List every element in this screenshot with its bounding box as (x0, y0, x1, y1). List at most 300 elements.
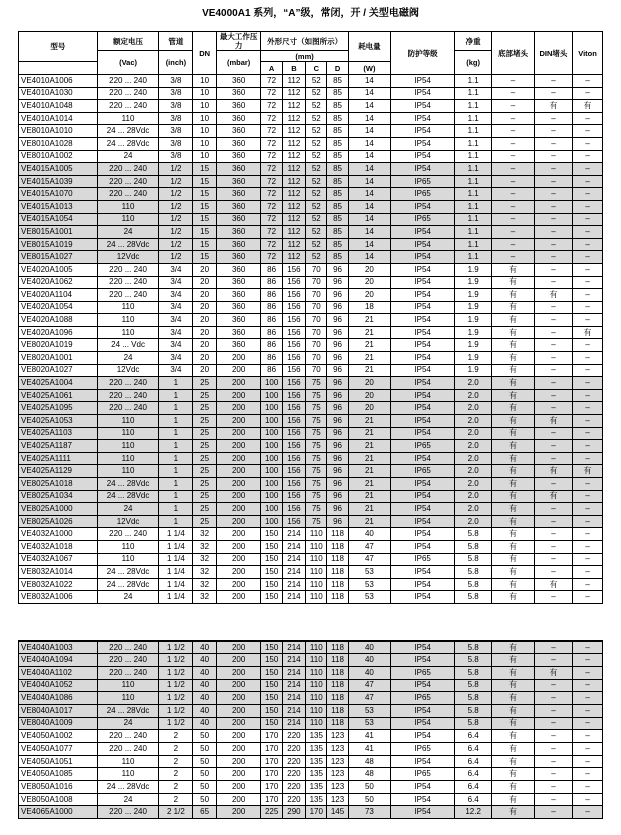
cell-pressure: 200 (216, 352, 261, 365)
cell-dim-a: 100 (261, 440, 282, 453)
cell-dim-b: 112 (282, 188, 305, 201)
cell-dim-d: 123 (327, 781, 348, 794)
cell-dim-a: 72 (261, 100, 282, 113)
cell-pipe: 2 (159, 768, 193, 781)
cell-dim-d: 85 (327, 87, 348, 100)
cell-dn: 15 (193, 163, 216, 176)
cell-weight: 5.8 (455, 540, 492, 553)
cell-dn: 40 (193, 717, 216, 730)
cell-voltage: 220 ... 240 (97, 402, 159, 415)
header-voltage-unit: (Vac) (97, 51, 159, 75)
cell-voltage: 110 (97, 314, 159, 327)
cell-model: VE4025A1095 (19, 402, 98, 415)
cell-viton: – (573, 654, 603, 667)
cell-voltage: 110 (97, 755, 159, 768)
cell-dim-a: 86 (261, 326, 282, 339)
cell-dn: 20 (193, 301, 216, 314)
cell-bottom-plug: 有 (492, 730, 535, 743)
cell-viton: – (573, 528, 603, 541)
cell-weight: 5.8 (455, 704, 492, 717)
cell-bottom-plug: 有 (492, 415, 535, 428)
cell-voltage: 110 (97, 768, 159, 781)
cell-din-plug: – (534, 339, 572, 352)
cell-din-plug: – (534, 263, 572, 276)
cell-model: VE4010A1048 (19, 100, 98, 113)
cell-protection: IP54 (391, 276, 455, 289)
cell-dn: 25 (193, 452, 216, 465)
cell-model: VE4040A1086 (19, 692, 98, 705)
cell-model: VE4025A1053 (19, 415, 98, 428)
cell-dim-b: 214 (282, 704, 305, 717)
cell-bottom-plug: 有 (492, 743, 535, 756)
cell-bottom-plug: – (492, 251, 535, 264)
cell-pressure: 200 (216, 679, 261, 692)
cell-bottom-plug: – (492, 175, 535, 188)
cell-power: 21 (348, 427, 391, 440)
cell-dim-d: 96 (327, 465, 348, 478)
cell-bottom-plug: – (492, 87, 535, 100)
cell-dn: 25 (193, 377, 216, 390)
cell-pipe: 1/2 (159, 213, 193, 226)
cell-pressure: 200 (216, 402, 261, 415)
cell-power: 21 (348, 503, 391, 516)
cell-viton: – (573, 352, 603, 365)
cell-model: VE8040A1009 (19, 717, 98, 730)
table-row (19, 263, 603, 276)
cell-voltage: 24 ... 28Vdc (97, 238, 159, 251)
cell-dim-c: 110 (306, 553, 327, 566)
cell-din-plug: – (534, 503, 572, 516)
cell-dim-b: 112 (282, 163, 305, 176)
cell-dim-b: 156 (282, 415, 305, 428)
cell-voltage: 110 (97, 553, 159, 566)
cell-weight: 1.1 (455, 100, 492, 113)
cell-pressure: 360 (216, 75, 261, 88)
cell-viton: – (573, 87, 603, 100)
cell-voltage: 110 (97, 213, 159, 226)
cell-dim-b: 220 (282, 781, 305, 794)
cell-power: 40 (348, 528, 391, 541)
cell-power: 14 (348, 226, 391, 239)
cell-voltage: 24 (97, 352, 159, 365)
cell-voltage: 12Vdc (97, 515, 159, 528)
cell-weight: 1.9 (455, 364, 492, 377)
cell-viton: – (573, 781, 603, 794)
cell-voltage: 220 ... 240 (97, 389, 159, 402)
cell-dim-c: 75 (306, 377, 327, 390)
cell-weight: 1.1 (455, 188, 492, 201)
cell-viton: – (573, 163, 603, 176)
cell-weight: 5.8 (455, 528, 492, 541)
cell-dim-a: 150 (261, 704, 282, 717)
cell-viton: – (573, 389, 603, 402)
cell-dim-b: 214 (282, 679, 305, 692)
cell-dn: 25 (193, 440, 216, 453)
cell-model: VE4050A1077 (19, 743, 98, 756)
table-row (19, 490, 603, 503)
cell-dim-c: 135 (306, 781, 327, 794)
cell-dim-b: 112 (282, 87, 305, 100)
cell-dim-a: 100 (261, 389, 282, 402)
cell-pipe: 1 (159, 440, 193, 453)
table-row (19, 578, 603, 591)
cell-viton: – (573, 238, 603, 251)
cell-dim-d: 118 (327, 654, 348, 667)
cell-protection: IP54 (391, 452, 455, 465)
cell-voltage: 24 (97, 793, 159, 806)
table-row (19, 692, 603, 705)
cell-din-plug: – (534, 87, 572, 100)
cell-dim-c: 52 (306, 100, 327, 113)
cell-dim-d: 118 (327, 578, 348, 591)
cell-power: 53 (348, 591, 391, 604)
table-row (19, 781, 603, 794)
cell-dn: 40 (193, 679, 216, 692)
cell-dim-c: 70 (306, 352, 327, 365)
cell-protection: IP54 (391, 87, 455, 100)
cell-pressure: 200 (216, 566, 261, 579)
cell-power: 53 (348, 717, 391, 730)
cell-viton: – (573, 515, 603, 528)
cell-pressure: 360 (216, 301, 261, 314)
cell-dim-a: 72 (261, 213, 282, 226)
cell-dim-b: 112 (282, 226, 305, 239)
cell-din-plug: – (534, 528, 572, 541)
cell-dim-b: 156 (282, 339, 305, 352)
table-row (19, 226, 603, 239)
cell-dn: 25 (193, 427, 216, 440)
cell-voltage: 220 ... 240 (97, 654, 159, 667)
cell-din-plug: – (534, 276, 572, 289)
cell-model: VE4050A1085 (19, 768, 98, 781)
cell-dim-c: 70 (306, 364, 327, 377)
table-body-1 (19, 75, 603, 604)
cell-bottom-plug: – (492, 100, 535, 113)
cell-viton: – (573, 75, 603, 88)
cell-dn: 15 (193, 213, 216, 226)
table-row (19, 188, 603, 201)
cell-pipe: 1 (159, 377, 193, 390)
cell-dim-d: 123 (327, 743, 348, 756)
cell-weight: 1.9 (455, 339, 492, 352)
cell-dim-a: 72 (261, 238, 282, 251)
cell-dim-a: 72 (261, 150, 282, 163)
cell-power: 14 (348, 137, 391, 150)
cell-pressure: 360 (216, 339, 261, 352)
cell-dim-a: 150 (261, 528, 282, 541)
cell-voltage: 110 (97, 540, 159, 553)
cell-power: 21 (348, 415, 391, 428)
cell-dim-c: 52 (306, 213, 327, 226)
cell-bottom-plug: – (492, 125, 535, 138)
cell-dn: 25 (193, 402, 216, 415)
cell-model: VE4020A1005 (19, 263, 98, 276)
cell-protection: IP54 (391, 339, 455, 352)
cell-voltage: 24 ... 28Vdc (97, 125, 159, 138)
cell-model: VE4032A1018 (19, 540, 98, 553)
cell-weight: 2.0 (455, 389, 492, 402)
cell-pressure: 360 (216, 200, 261, 213)
cell-model: VE4040A1094 (19, 654, 98, 667)
cell-viton: – (573, 150, 603, 163)
cell-dim-b: 156 (282, 440, 305, 453)
cell-protection: IP54 (391, 314, 455, 327)
cell-din-plug: – (534, 213, 572, 226)
cell-protection: IP54 (391, 578, 455, 591)
header-bottom-plug: 底部堵头 (492, 32, 535, 75)
cell-dim-b: 112 (282, 200, 305, 213)
cell-bottom-plug: 有 (492, 301, 535, 314)
cell-dim-b: 112 (282, 150, 305, 163)
cell-dim-d: 96 (327, 364, 348, 377)
cell-din-plug: – (534, 251, 572, 264)
cell-din-plug: – (534, 793, 572, 806)
cell-bottom-plug: – (492, 200, 535, 213)
cell-dim-d: 85 (327, 226, 348, 239)
cell-dim-c: 75 (306, 427, 327, 440)
cell-power: 21 (348, 440, 391, 453)
table-row (19, 100, 603, 113)
cell-weight: 2.0 (455, 465, 492, 478)
cell-pipe: 1 1/2 (159, 641, 193, 654)
cell-pipe: 3/4 (159, 301, 193, 314)
cell-dim-b: 156 (282, 515, 305, 528)
cell-din-plug: 有 (534, 415, 572, 428)
cell-dn: 10 (193, 137, 216, 150)
table-row (19, 163, 603, 176)
cell-pressure: 360 (216, 137, 261, 150)
cell-dim-a: 170 (261, 755, 282, 768)
cell-pipe: 1 1/2 (159, 704, 193, 717)
cell-dim-b: 156 (282, 503, 305, 516)
cell-dim-d: 123 (327, 755, 348, 768)
cell-din-plug: – (534, 75, 572, 88)
cell-power: 21 (348, 364, 391, 377)
cell-model: VE4050A1002 (19, 730, 98, 743)
cell-voltage: 110 (97, 465, 159, 478)
cell-pressure: 360 (216, 188, 261, 201)
cell-din-plug: 有 (534, 465, 572, 478)
cell-dim-c: 135 (306, 793, 327, 806)
cell-power: 53 (348, 578, 391, 591)
cell-dn: 15 (193, 200, 216, 213)
cell-dim-a: 170 (261, 768, 282, 781)
cell-protection: IP54 (391, 793, 455, 806)
cell-pipe: 3/8 (159, 150, 193, 163)
cell-dim-c: 110 (306, 578, 327, 591)
cell-protection: IP54 (391, 301, 455, 314)
cell-dim-d: 96 (327, 276, 348, 289)
cell-model: VE4050A1051 (19, 755, 98, 768)
cell-dim-a: 100 (261, 427, 282, 440)
cell-dim-d: 118 (327, 679, 348, 692)
cell-model: VE4020A1088 (19, 314, 98, 327)
cell-dim-a: 72 (261, 200, 282, 213)
cell-din-plug: – (534, 125, 572, 138)
cell-dim-c: 110 (306, 540, 327, 553)
cell-din-plug: 有 (534, 490, 572, 503)
cell-viton: – (573, 730, 603, 743)
cell-bottom-plug: 有 (492, 553, 535, 566)
cell-pressure: 200 (216, 704, 261, 717)
cell-weight: 5.8 (455, 641, 492, 654)
cell-protection: IP65 (391, 465, 455, 478)
cell-weight: 1.1 (455, 87, 492, 100)
cell-bottom-plug: 有 (492, 692, 535, 705)
cell-dim-d: 85 (327, 100, 348, 113)
cell-pressure: 200 (216, 490, 261, 503)
cell-dn: 50 (193, 793, 216, 806)
cell-dim-d: 118 (327, 591, 348, 604)
cell-voltage: 220 ... 240 (97, 163, 159, 176)
cell-power: 20 (348, 289, 391, 302)
cell-dim-b: 156 (282, 389, 305, 402)
cell-model: VE4025A1004 (19, 377, 98, 390)
cell-dn: 25 (193, 490, 216, 503)
cell-power: 20 (348, 377, 391, 390)
cell-pipe: 3/8 (159, 125, 193, 138)
cell-dim-d: 96 (327, 326, 348, 339)
cell-dim-d: 85 (327, 137, 348, 150)
cell-dim-b: 290 (282, 806, 305, 819)
cell-dim-a: 100 (261, 478, 282, 491)
cell-din-plug: – (534, 200, 572, 213)
cell-viton: – (573, 440, 603, 453)
cell-model: VE4020A1062 (19, 276, 98, 289)
cell-pipe: 1/2 (159, 175, 193, 188)
cell-dim-d: 96 (327, 402, 348, 415)
cell-viton: – (573, 768, 603, 781)
cell-dim-b: 112 (282, 175, 305, 188)
cell-power: 21 (348, 314, 391, 327)
cell-protection: IP54 (391, 717, 455, 730)
cell-protection: IP54 (391, 679, 455, 692)
table-row (19, 339, 603, 352)
cell-pipe: 1 1/4 (159, 591, 193, 604)
header-dim-b: B (282, 62, 305, 75)
cell-dim-d: 96 (327, 478, 348, 491)
cell-bottom-plug: – (492, 137, 535, 150)
cell-viton: – (573, 314, 603, 327)
cell-dim-d: 118 (327, 528, 348, 541)
cell-dim-d: 96 (327, 427, 348, 440)
cell-pressure: 360 (216, 175, 261, 188)
header-dims-unit: (mm) (261, 51, 348, 62)
cell-dim-a: 72 (261, 137, 282, 150)
cell-power: 14 (348, 213, 391, 226)
cell-dim-b: 112 (282, 100, 305, 113)
cell-model: VE4010A1006 (19, 75, 98, 88)
cell-weight: 6.4 (455, 730, 492, 743)
cell-weight: 1.1 (455, 150, 492, 163)
cell-dim-a: 86 (261, 301, 282, 314)
cell-din-plug: – (534, 188, 572, 201)
cell-din-plug: – (534, 326, 572, 339)
cell-dn: 20 (193, 364, 216, 377)
table-row (19, 200, 603, 213)
cell-voltage: 24 ... 28Vdc (97, 578, 159, 591)
cell-dim-a: 72 (261, 188, 282, 201)
cell-protection: IP65 (391, 743, 455, 756)
cell-bottom-plug: – (492, 226, 535, 239)
cell-dn: 15 (193, 175, 216, 188)
cell-model: VE4010A1014 (19, 112, 98, 125)
header-viton: Viton (573, 32, 603, 75)
cell-din-plug: – (534, 137, 572, 150)
table-row (19, 251, 603, 264)
cell-dim-c: 52 (306, 137, 327, 150)
cell-dim-c: 135 (306, 768, 327, 781)
cell-pressure: 200 (216, 641, 261, 654)
cell-protection: IP65 (391, 692, 455, 705)
cell-power: 14 (348, 188, 391, 201)
cell-protection: IP54 (391, 150, 455, 163)
cell-pipe: 1 (159, 515, 193, 528)
cell-dim-a: 86 (261, 352, 282, 365)
cell-viton: – (573, 578, 603, 591)
cell-weight: 1.1 (455, 251, 492, 264)
table-row (19, 213, 603, 226)
table-row (19, 352, 603, 365)
cell-voltage: 110 (97, 301, 159, 314)
cell-dim-c: 75 (306, 515, 327, 528)
cell-din-plug: – (534, 566, 572, 579)
cell-dn: 40 (193, 704, 216, 717)
cell-dim-d: 85 (327, 163, 348, 176)
cell-protection: IP54 (391, 730, 455, 743)
cell-dim-a: 150 (261, 666, 282, 679)
cell-dim-d: 96 (327, 503, 348, 516)
table-row (19, 730, 603, 743)
cell-dim-c: 52 (306, 112, 327, 125)
cell-protection: IP54 (391, 75, 455, 88)
cell-weight: 2.0 (455, 377, 492, 390)
cell-dim-a: 150 (261, 654, 282, 667)
cell-viton: – (573, 478, 603, 491)
cell-dim-b: 156 (282, 452, 305, 465)
cell-power: 14 (348, 175, 391, 188)
cell-dim-c: 70 (306, 276, 327, 289)
cell-protection: IP54 (391, 364, 455, 377)
cell-pressure: 360 (216, 163, 261, 176)
cell-dim-a: 86 (261, 339, 282, 352)
cell-weight: 2.0 (455, 402, 492, 415)
cell-bottom-plug: 有 (492, 276, 535, 289)
cell-dim-c: 75 (306, 452, 327, 465)
cell-dim-c: 52 (306, 251, 327, 264)
cell-weight: 5.8 (455, 717, 492, 730)
cell-pressure: 360 (216, 226, 261, 239)
cell-bottom-plug: – (492, 213, 535, 226)
cell-model: VE8025A1026 (19, 515, 98, 528)
cell-dim-d: 96 (327, 314, 348, 327)
cell-dim-c: 52 (306, 200, 327, 213)
cell-viton: – (573, 553, 603, 566)
cell-power: 14 (348, 163, 391, 176)
cell-protection: IP54 (391, 781, 455, 794)
cell-voltage: 220 ... 240 (97, 75, 159, 88)
cell-protection: IP54 (391, 263, 455, 276)
cell-dim-c: 135 (306, 730, 327, 743)
cell-dim-b: 214 (282, 553, 305, 566)
cell-bottom-plug: – (492, 112, 535, 125)
cell-protection: IP65 (391, 188, 455, 201)
cell-dim-b: 214 (282, 654, 305, 667)
cell-power: 41 (348, 743, 391, 756)
cell-model: VE4025A1129 (19, 465, 98, 478)
cell-dim-a: 86 (261, 263, 282, 276)
cell-dn: 15 (193, 188, 216, 201)
